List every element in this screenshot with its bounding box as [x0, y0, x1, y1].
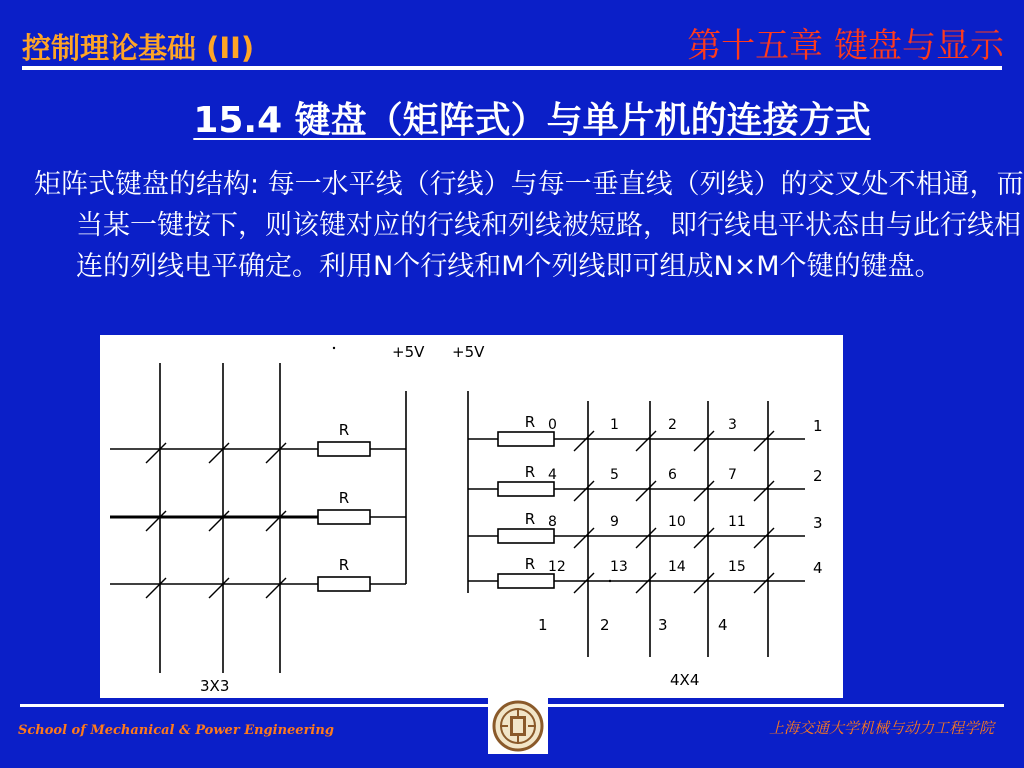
left-resistor [318, 577, 370, 591]
right-resistor-label: R [524, 463, 536, 481]
right-key-switch [694, 573, 714, 593]
key-number: 12 [548, 559, 566, 575]
key-number: 2 [668, 417, 677, 433]
right-caption: 4X4 [670, 671, 700, 689]
row-number: 1 [813, 417, 823, 435]
key-number: 11 [728, 514, 746, 530]
right-key-switch [754, 528, 774, 548]
row-number: 3 [813, 514, 823, 532]
right-resistor [498, 432, 554, 446]
right-key-switch [694, 481, 714, 501]
left-key-switch [146, 511, 166, 531]
left-caption: 3X3 [200, 677, 230, 695]
left-key-switch [266, 443, 286, 463]
right-key-switch [754, 481, 774, 501]
right-key-switch [754, 573, 774, 593]
right-key-switch [574, 573, 594, 593]
key-number: 4 [548, 467, 557, 483]
column-number: 4 [718, 616, 728, 634]
body-paragraph: 矩阵式键盘的结构: 每一水平线（行线）与每一垂直线（列线）的交叉处不相通，而当某一键按下，则该键对应的行线和列线被短路，即行线电平状态由与此行线相连的列线电平确定。利用N个行线和M个列线即可组成N×M个键的键盘。 [34, 169, 1024, 282]
right-key-switch [636, 573, 656, 593]
left-resistor-label: R [338, 489, 350, 507]
key-number: 5 [610, 467, 619, 483]
left-key-switch [209, 443, 229, 463]
key-number: 1 [610, 417, 619, 433]
right-key-switch [574, 431, 594, 451]
section-heading [0, 92, 1024, 143]
right-key-switch [636, 481, 656, 501]
right-key-switch [574, 528, 594, 548]
supply-label-left: +5V [392, 343, 425, 361]
course-title: 控制理论基础 (II) [22, 31, 255, 65]
key-number: 13 [610, 559, 628, 575]
right-resistor-label: R [524, 413, 536, 431]
diagram-dot [609, 580, 611, 582]
left-resistor-label: R [338, 556, 350, 574]
left-resistor [318, 442, 370, 456]
key-number: 7 [728, 467, 737, 483]
column-number: 1 [538, 616, 548, 634]
right-key-switch [574, 481, 594, 501]
diagram-dot [333, 347, 335, 349]
keyboard-circuit-diagram [100, 335, 843, 698]
key-number: 10 [668, 514, 686, 530]
right-resistor-label: R [524, 510, 536, 528]
right-resistor-label: R [524, 555, 536, 573]
key-number: 3 [728, 417, 737, 433]
key-number: 8 [548, 514, 557, 530]
left-resistor [318, 510, 370, 524]
key-number: 6 [668, 467, 677, 483]
row-number: 4 [813, 559, 823, 577]
right-key-switch [754, 431, 774, 451]
key-number: 15 [728, 559, 746, 575]
supply-label-right: +5V [452, 343, 485, 361]
left-key-switch [266, 511, 286, 531]
circuit-drawing [100, 335, 843, 698]
footer-school-en: School of Mechanical & Power Engineering [18, 723, 334, 738]
key-number: 9 [610, 514, 619, 530]
key-number: 14 [668, 559, 686, 575]
key-number: 0 [548, 417, 557, 433]
footer-school-cn: 上海交通大学机械与动力工程学院 [768, 719, 994, 737]
right-resistor [498, 574, 554, 588]
left-resistor-label: R [338, 421, 350, 439]
right-key-switch [694, 528, 714, 548]
right-key-switch [636, 431, 656, 451]
right-key-switch [636, 528, 656, 548]
header-divider [22, 66, 1002, 70]
column-number: 2 [600, 616, 610, 634]
chapter-title: 第十五章 键盘与显示 [687, 26, 1004, 66]
left-key-switch [146, 443, 166, 463]
left-key-switch [266, 578, 286, 598]
right-key-switch [694, 431, 714, 451]
right-resistor [498, 482, 554, 496]
university-emblem [488, 698, 548, 754]
column-number: 3 [658, 616, 668, 634]
section-heading-text: 15.4 键盘（矩阵式）与单片机的连接方式 [193, 100, 871, 141]
row-number: 2 [813, 467, 823, 485]
left-key-switch [209, 578, 229, 598]
left-key-switch [146, 578, 166, 598]
right-resistor [498, 529, 554, 543]
left-key-switch [209, 511, 229, 531]
